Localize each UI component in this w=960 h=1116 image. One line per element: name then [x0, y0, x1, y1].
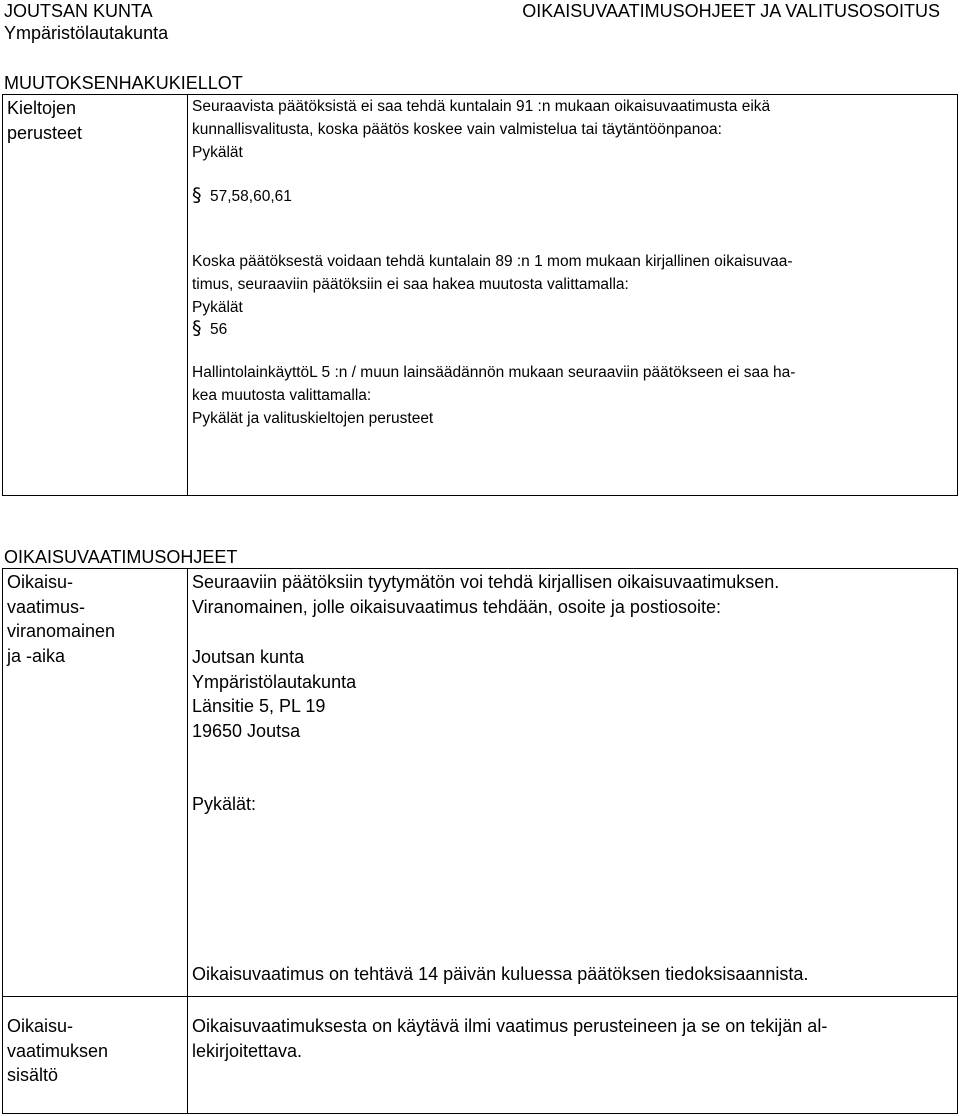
prohibitions-section-title: MUUTOKSENHAKUKIELLOT: [4, 73, 243, 93]
prohibitions-sections-2: § 56: [192, 317, 228, 339]
board-name: Ympäristölautakunta: [4, 23, 169, 43]
prohibitions-sections-1: § 57,58,60,61: [192, 184, 292, 206]
prohibitions-paragraph-2: Koska päätöksestä voidaan tehdä kuntalain 89 :n 1 mom mukaan kirjallinen oikaisuvaa- timus, seuraaviin päätöksiin ei saa hakea muutosta valittamalla: Pykälät: [192, 253, 793, 316]
section-sign-icon: §: [192, 184, 202, 206]
content-text: Oikaisuvaatimuksesta on käytävä ilmi vaatimus perusteineen ja se on tekijän al- lekirjoitettava.: [192, 1016, 828, 1061]
instructions-column-divider: [187, 568, 188, 1114]
authority-text: Seuraaviin päätöksiin tyytymätön voi tehdä kirjallisen oikaisuvaatimuksen. Viranomainen, jolle oikaisuvaatimus tehdään, osoite ja postiosoite:: [192, 572, 780, 617]
prohibitions-paragraph-3: HallintolainkäyttöL 5 :n / muun lainsäädännön mukaan seuraaviin päätökseen ei saa ha- kea muutosta valittamalla: Pykälät ja valituskieltojen perusteet: [192, 364, 796, 427]
prohibitions-paragraph-1: Seuraavista päätöksistä ei saa tehdä kuntalain 91 :n mukaan oikaisuvaatimusta eikä kunnallisvalitusta, koska päätös koskee vain valmistelua tai täytäntöönpanoa: Pykälät: [192, 98, 771, 161]
authority-label: Oikaisu- vaatimus- viranomainen ja -aika: [7, 572, 116, 666]
prohibitions-column-divider: [187, 94, 188, 496]
section-sign-icon: §: [192, 317, 202, 339]
municipality-name: JOUTSAN KUNTA: [4, 1, 153, 21]
deadline-text: Oikaisuvaatimus on tehtävä 14 päivän kuluessa päätöksen tiedoksisaannista.: [192, 964, 809, 984]
instructions-row-divider: [2, 996, 958, 997]
prohibitions-label: Kieltojen perusteet: [7, 98, 83, 143]
content-label: Oikaisu- vaatimuksen sisältö: [7, 1016, 109, 1085]
instructions-section-title: OIKAISUVAATIMUSOHJEET: [4, 547, 238, 567]
authority-address: Joutsan kunta Ympäristölautakunta Länsitie 5, PL 19 19650 Joutsa: [192, 647, 357, 741]
document-title: OIKAISUVAATIMUSOHJEET JA VALITUSOSOITUS: [522, 1, 940, 21]
sections-label: Pykälät:: [192, 794, 257, 814]
